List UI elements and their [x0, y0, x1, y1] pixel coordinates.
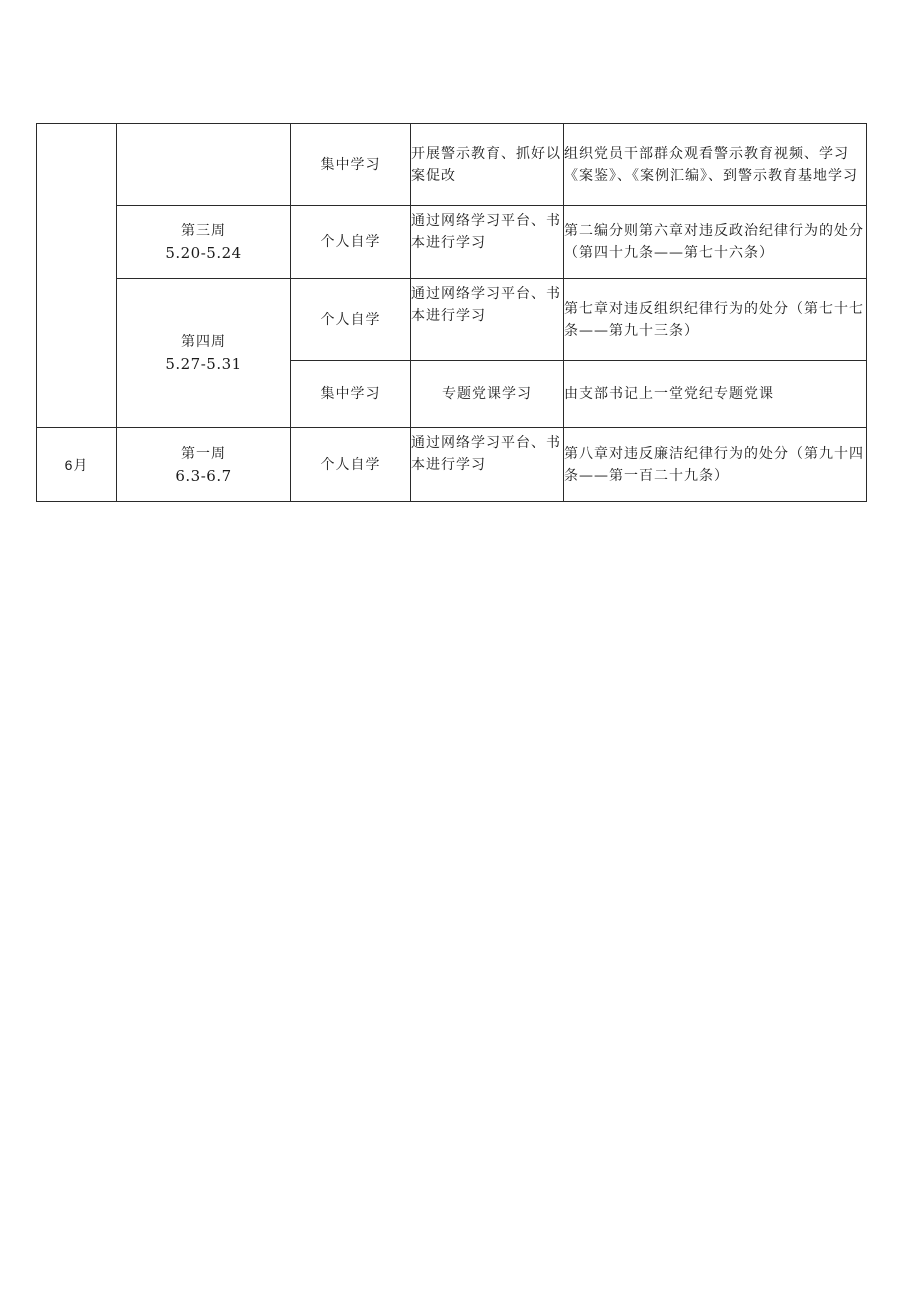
method-cell: 个人自学: [291, 428, 411, 502]
table-row: [37, 124, 867, 206]
content-cell: 组织党员干部群众观看警示教育视频、学习《案鉴》、《案例汇编》、到警示教育基地学习: [564, 124, 867, 206]
form-cell: 通过网络学习平台、书本进行学习: [411, 206, 564, 279]
method-cell: 个人自学: [291, 279, 411, 361]
content-cell: 由支部书记上一堂党纪专题党课: [564, 361, 867, 428]
table-row: [37, 279, 867, 361]
week-label: 第三周: [181, 223, 226, 239]
week-cell: [117, 428, 291, 502]
content-cell: 第七章对违反组织纪律行为的处分（第七十七条——第九十三条）: [564, 279, 867, 361]
content-cell: 第二编分则第六章对违反政治纪律行为的处分（第四十九条——第七十六条）: [564, 206, 867, 279]
method-cell: 个人自学: [291, 206, 411, 279]
table-row: [37, 428, 867, 502]
week-cell-empty: [117, 124, 291, 206]
form-cell: 专题党课学习: [411, 361, 564, 428]
month-cell-may: [37, 124, 117, 428]
form-cell: 通过网络学习平台、书本进行学习: [411, 279, 564, 361]
table-row: [37, 206, 867, 279]
form-cell: 开展警示教育、抓好以案促改: [411, 124, 564, 206]
week-dates: 5.20-5.24: [165, 244, 242, 262]
method-cell: 集中学习: [291, 361, 411, 428]
content-cell: 第八章对违反廉洁纪律行为的处分（第九十四条——第一百二十九条）: [564, 428, 867, 502]
form-cell: 通过网络学习平台、书本进行学习: [411, 428, 564, 502]
week-cell: [117, 206, 291, 279]
week-dates: 6.3-6.7: [175, 466, 232, 485]
week-cell: [117, 279, 291, 428]
week-label: 第一周: [181, 445, 226, 462]
week-dates: 5.27-5.31: [165, 355, 242, 373]
method-cell: 集中学习: [291, 124, 411, 206]
month-cell: 6月: [37, 428, 117, 502]
week-label: 第四周: [181, 334, 226, 350]
study-schedule-table: [36, 123, 867, 502]
